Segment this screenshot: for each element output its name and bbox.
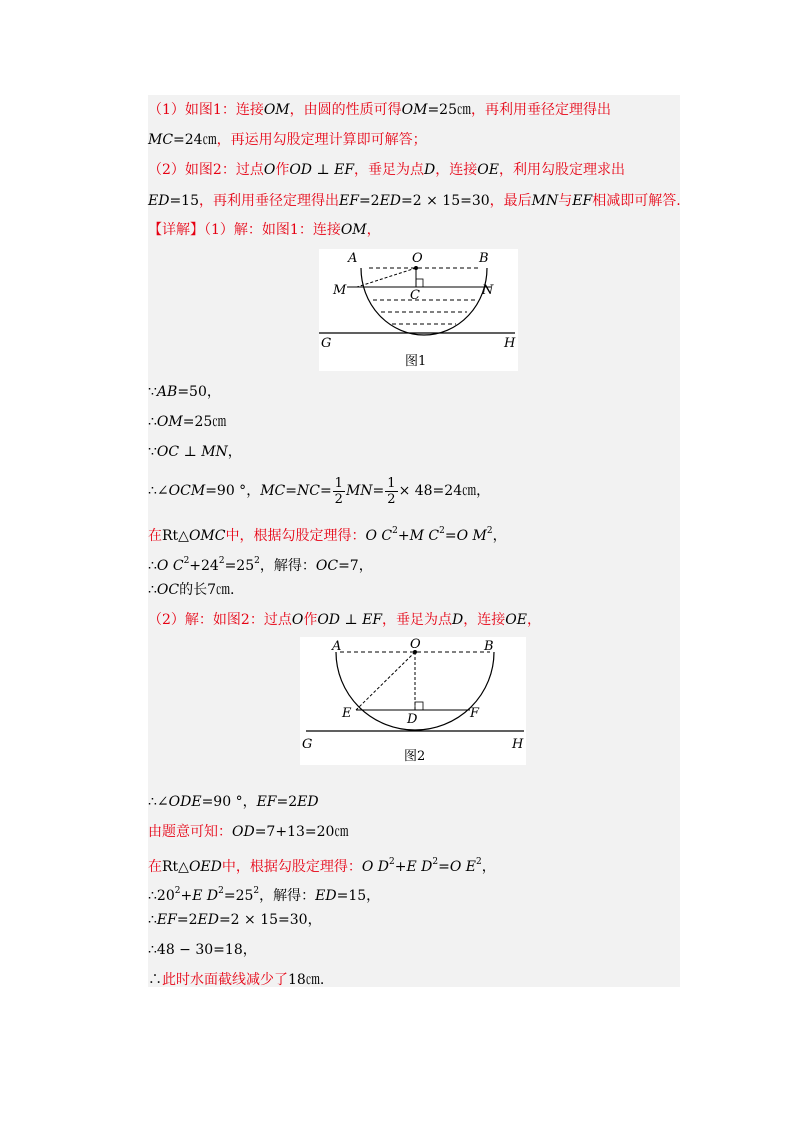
math: OM [401,102,428,118]
superscript: 2 [174,886,181,896]
math: =7 [338,558,359,574]
fraction [333,476,345,507]
text: ， [206,384,221,400]
math: OMC [188,528,226,544]
text: （1）解：如图1：连接 [204,222,341,238]
math: ED [315,888,337,904]
point-label-b: B [479,251,489,266]
unit: ㎝ [202,132,217,148]
text: 作 [303,612,318,628]
figure-1 [319,249,518,371]
math: O C [156,558,184,574]
math: OE [505,612,527,628]
angle-symbol: ∠ [156,794,169,810]
superscript: 2 [476,857,482,867]
point-label-d: D [407,712,418,727]
math: 48 − 30=18 [156,942,243,958]
text: ， [227,444,242,460]
math: EF [334,162,355,178]
text: ， [242,942,257,958]
text: 与 [558,193,573,209]
math: OM [263,102,290,118]
point-label-c: C [410,288,420,303]
math: = [438,859,450,875]
math: +24 [189,558,219,574]
superscript: 2 [183,556,190,566]
point-label-a: A [332,639,342,654]
text: ， [246,483,261,499]
math: EF [362,612,383,628]
analysis-line-2 [148,130,427,150]
unit: ㎝ [216,582,231,598]
math: O E [449,859,477,875]
math: ODE [168,794,202,810]
text: 此时水面截线减少了 [162,972,288,988]
step-2-6 [148,940,257,960]
text: ， [307,912,322,928]
math: NC [296,483,320,499]
analysis-line-4 [148,191,681,211]
math: OCM [168,483,206,499]
step-2-7 [148,970,324,990]
step-2-5 [148,910,322,930]
math: E D [192,888,219,904]
math: EF [156,912,177,928]
math: O C [365,528,393,544]
because-symbol: ∵ [148,384,157,400]
text: ， [526,612,541,628]
step-2-3 [148,852,496,877]
math: MN [345,483,373,499]
math: =25 [223,888,254,904]
math: =15 [169,193,199,209]
text: . [230,582,235,598]
point-label-n: N [482,283,494,298]
text: 中，根据勾股定理得： [221,859,362,875]
text: （2）如图2：过点 [148,162,264,178]
text: ， [481,859,496,875]
text: ，垂足为点 [382,612,453,628]
step-1-7 [148,580,235,600]
unit: ㎝ [334,824,349,840]
math: + [397,528,410,544]
math: =25 [224,558,255,574]
math: D [452,612,464,628]
text: ，利用勾股定理求出 [498,162,625,178]
math: =25 [182,414,213,430]
math: E D [406,859,433,875]
math: =2 × 15=30 [218,912,308,928]
math: = [372,483,385,499]
math: EF [572,193,593,209]
therefore-symbol: ∴ [148,972,162,988]
numerator: 1 [387,475,396,491]
math: ED [197,912,219,928]
math: EF [256,794,277,810]
math: OC [156,444,180,460]
step-2-1 [148,792,319,812]
math: =15 [336,888,367,904]
math: OM [340,222,367,238]
point-label-h: H [512,737,524,752]
point-label-g: G [321,336,332,351]
superscript: 2 [254,556,260,566]
text: （2）解：如图2：过点 [148,612,292,628]
text: 由题意可知： [148,824,232,840]
step-1-5 [148,521,507,546]
math: = [444,528,457,544]
fraction [385,476,397,507]
because-symbol: ∵ [148,444,157,460]
unit: ㎝ [212,414,227,430]
step-1-2 [148,412,226,432]
math: OED [188,859,222,875]
text: . [319,972,325,988]
math: M C [409,528,440,544]
math: =90 ° [205,483,247,499]
math: O M [456,528,487,544]
math: AB [156,384,178,400]
triangle-symbol: △ [178,859,189,875]
math: OC [156,582,180,598]
point-label-f: F [470,706,480,721]
superscript: 2 [432,857,439,867]
figure-1-caption: 图1 [405,354,427,369]
text: 作 [275,162,290,178]
math: 20 [156,888,175,904]
triangle-symbol: △ [178,528,189,544]
math: EF [339,193,359,209]
math: 18 [288,972,306,988]
math: OE [477,162,499,178]
unit: ㎝ [305,972,320,988]
text: ， [366,888,381,904]
math: MN [531,193,559,209]
math: OD [317,612,341,628]
superscript: 2 [218,556,225,566]
math: OM [156,414,183,430]
unit: ㎝ [457,102,471,118]
point-label-e: E [342,706,352,721]
superscript: 2 [486,526,493,536]
step-2-2 [148,822,348,842]
math: ED [148,193,170,209]
therefore-symbol: ∴ [148,558,157,574]
math: O D [361,859,390,875]
math: + [180,888,193,904]
text: ，垂足为点 [354,162,425,178]
step-1-3 [148,442,242,462]
therefore-symbol: ∴ [148,794,157,810]
text: （1）如图1：连接 [148,102,264,118]
step-2-4 [148,881,380,906]
therefore-symbol: ∴ [148,942,157,958]
math: × 48=24 [398,483,463,499]
point-label-b: B [484,639,494,654]
math: =2 [176,912,198,928]
math: OD [289,162,313,178]
superscript: 2 [439,526,445,536]
math: ED [297,794,319,810]
math: = [285,483,297,499]
figure-2-diagram [300,637,526,765]
math: =2 × 15=30 [401,193,490,209]
math: OC [315,558,339,574]
therefore-symbol: ∴ [148,414,157,430]
figure-2 [300,637,526,765]
math: D [424,162,436,178]
step-1-6 [148,551,373,576]
point-label-g: G [302,737,313,752]
math: Rt [162,859,179,875]
superscript: 2 [392,526,398,536]
figure-1-diagram [319,249,518,371]
analysis-line-1 [148,100,611,120]
detail-heading [148,220,381,240]
text: ， [242,794,257,810]
therefore-symbol: ∴ [148,483,157,499]
text: ，再利用垂径定理得出 [471,102,611,118]
math: = [319,483,332,499]
math: ⊥ [312,162,335,178]
therefore-symbol: ∴ [148,888,157,904]
analysis-line-3 [148,160,625,180]
math: ED [379,193,402,209]
point-label-o: O [410,637,421,652]
therefore-symbol: ∴ [148,912,157,928]
superscript: 2 [389,857,395,867]
math: OD [232,824,255,840]
math: MN [201,444,228,460]
text: ，解得： [259,888,316,904]
part-2-heading [148,610,541,630]
text: ， [358,558,373,574]
math: =50 [177,384,207,400]
therefore-symbol: ∴ [148,582,157,598]
text: ，连接 [435,162,478,178]
point-label-m: M [333,283,347,298]
math: =2 [276,794,298,810]
figure-2-caption: 图2 [404,749,426,764]
step-1-1 [148,382,221,402]
numerator: 1 [334,475,343,491]
text: ， [492,528,507,544]
angle-symbol: ∠ [156,483,169,499]
math: =2 [358,193,380,209]
math: O [263,162,276,178]
superscript: 2 [253,886,260,896]
math: MC [148,132,174,148]
text: ，连接 [463,612,506,628]
point-label-h: H [504,336,516,351]
text: ，最后 [489,193,532,209]
detail-label: 【详解】 [148,222,204,238]
denominator: 2 [334,491,343,507]
point-label-a: A [348,251,358,266]
unit: ㎝ [462,483,477,499]
text: 的长7 [179,582,217,598]
text: ，解得： [259,558,316,574]
math: =7+13=20 [254,824,335,840]
math: O [291,612,304,628]
math: =25 [427,102,457,118]
text: ，再利用垂径定理得出 [199,193,339,209]
math: MC [260,483,286,499]
text: 相减即可解答. [592,193,681,209]
text: 在 [148,528,162,544]
math: =90 ° [201,794,243,810]
superscript: 2 [218,886,224,896]
step-1-4 [148,474,490,508]
text: ， [366,222,381,238]
text: 中，根据勾股定理得： [225,528,366,544]
math: Rt [162,528,179,544]
math: ⊥ [340,612,363,628]
text: ， [476,483,491,499]
denominator: 2 [387,491,396,507]
point-label-o: O [412,251,423,266]
text: 在 [148,859,162,875]
math: + [394,859,407,875]
text: ，由圆的性质可得 [289,102,402,118]
math: ⊥ [179,444,202,460]
math: =24 [173,132,203,148]
text: ，再运用勾股定理计算即可解答； [216,132,427,148]
